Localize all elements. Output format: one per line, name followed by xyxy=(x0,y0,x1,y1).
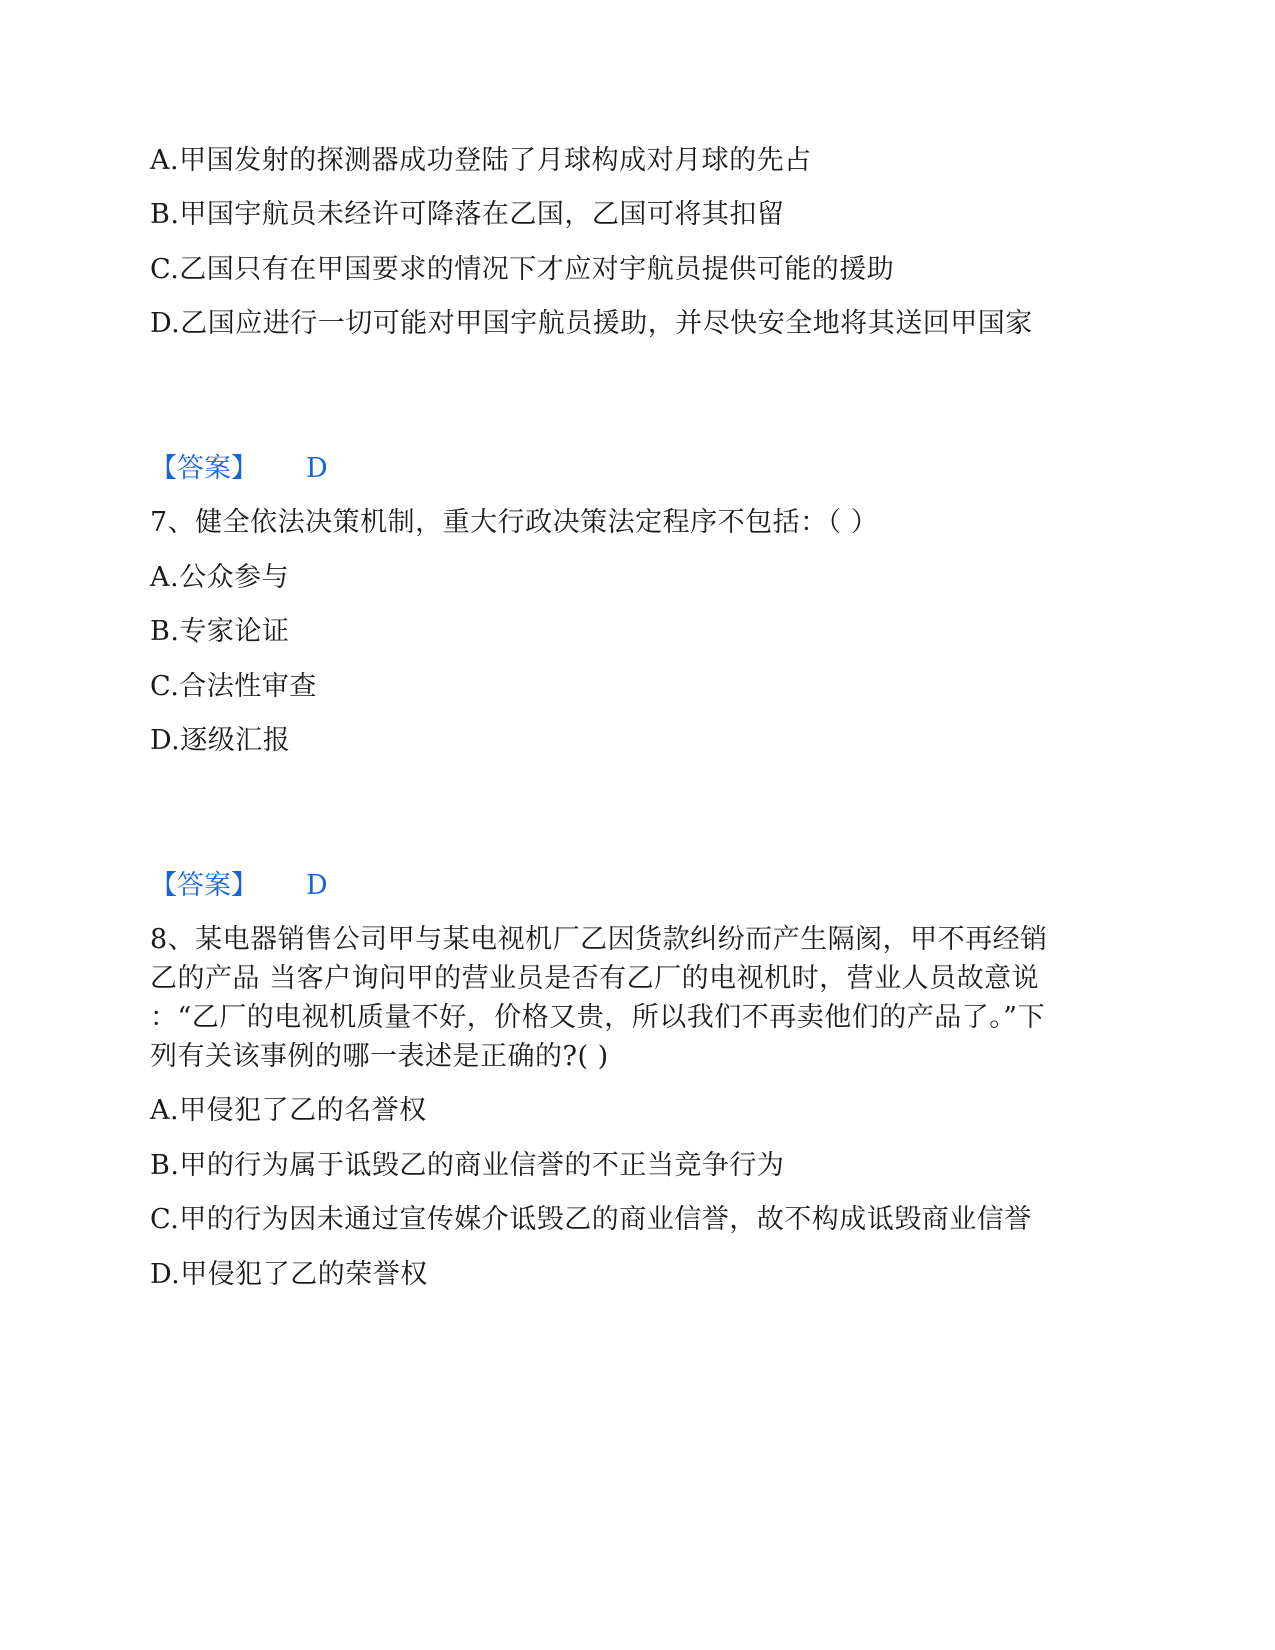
q7-stem: 7、健全依法决策机制，重大行政决策法定程序不包括：（ ） xyxy=(150,507,879,538)
q8-stem-line-2: 乙的产品 当客户询问甲的营业员是否有乙厂的电视机时，营业人员故意说 xyxy=(150,963,1040,994)
q6-option-a: A.甲国发射的探测器成功登陆了月球构成对月球的先占 xyxy=(150,145,812,176)
q8-stem-line-4: 列有关该事例的哪一表述是正确的?( ) xyxy=(150,1041,609,1072)
q8-option-b: B.甲的行为属于诋毁乙的商业信誉的不正当竞争行为 xyxy=(150,1150,785,1181)
q7-option-c: C.合法性审查 xyxy=(150,671,317,702)
q6-answer-label: 【答案】 xyxy=(150,453,258,484)
q7-answer-label: 【答案】 xyxy=(150,870,258,901)
q6-answer xyxy=(150,452,328,486)
q7-option-d: D.逐级汇报 xyxy=(150,725,291,756)
q7-answer-value: D xyxy=(306,870,328,901)
q7-answer xyxy=(150,869,328,903)
q7-option-a: A.公众参与 xyxy=(150,562,290,593)
q8-stem-line-1: 8、某电器销售公司甲与某电视机厂乙因货款纠纷而产生隔阂，甲不再经销 xyxy=(150,924,1048,955)
q6-option-d: D.乙国应进行一切可能对甲国宇航员援助，并尽快安全地将其送回甲国家 xyxy=(150,308,1033,339)
q8-option-d: D.甲侵犯了乙的荣誉权 xyxy=(150,1259,428,1290)
q7-option-b: B.专家论证 xyxy=(150,616,290,647)
q6-option-c: C.乙国只有在甲国要求的情况下才应对宇航员提供可能的援助 xyxy=(150,254,895,285)
q6-answer-value: D xyxy=(306,453,328,484)
q8-stem-line-3: ：“乙厂的电视机质量不好，价格又贵，所以我们不再卖他们的产品了。”下 xyxy=(150,1002,1046,1033)
q8-option-a: A.甲侵犯了乙的名誉权 xyxy=(150,1095,427,1126)
q6-option-b: B.甲国宇航员未经许可降落在乙国，乙国可将其扣留 xyxy=(150,199,785,230)
q8-option-c: C.甲的行为因未通过宣传媒介诋毁乙的商业信誉，故不构成诋毁商业信誉 xyxy=(150,1204,1032,1235)
